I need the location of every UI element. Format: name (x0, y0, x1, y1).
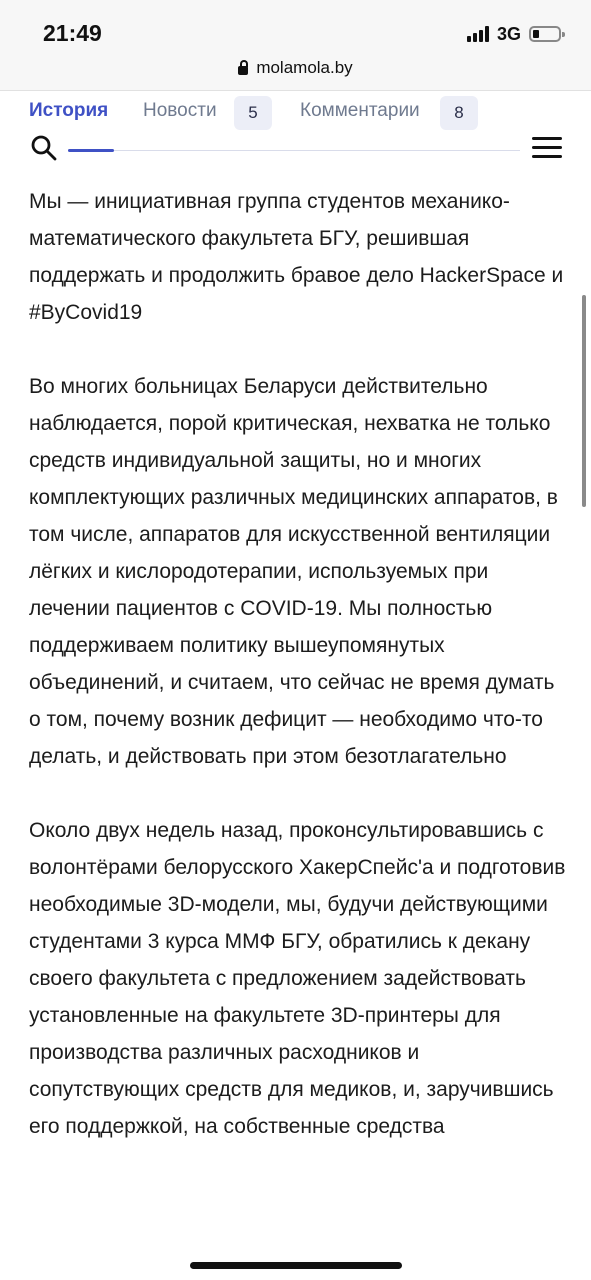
article-paragraph: Во многих больницах Беларуси действительно наблюдается, порой критическая, нехватка не только средств индивидуальной защиты, но и многих комплектующих различных медицинских аппаратов, в том числе, аппаратов для искусственной вентиляции лёгких и кислородотерапии, используемых при лечении пациентов с COVID-19. Мы полностью поддерживаем политику вышеупомянутых объединений, и считаем, что сейчас не время думать о том, почему возник дефицит — необходимо что-то делать, и действовать при этом безотлагательно (29, 375, 558, 768)
hamburger-menu-icon[interactable] (532, 137, 564, 159)
lock-icon (238, 66, 248, 75)
home-indicator[interactable] (190, 1262, 402, 1269)
url-domain: molamola.by (256, 58, 353, 77)
tab-divider (114, 150, 520, 151)
article-paragraph: Около двух недель назад, проконсультировавшись с волонтёрами белорусского ХакерСпейс'а и подготовив необходимые 3D-модели, мы, будучи действующими студентами 3 курса ММФ БГУ, обратились к декану своего факультета с предложением задействовать установленные на факультете 3D-принтеры для производства различных расходников и сопутствующих средств для медиков, и, заручившись его поддержкой, на собственные средства (29, 819, 566, 1138)
scrollbar[interactable] (582, 295, 586, 507)
search-icon[interactable] (30, 134, 58, 162)
tab-news[interactable]: Новости (143, 100, 217, 121)
active-tab-indicator (68, 149, 114, 152)
news-count-badge: 5 (234, 96, 272, 130)
network-type: 3G (497, 24, 522, 44)
comments-count-badge: 8 (440, 96, 478, 130)
section-tabs (0, 92, 591, 134)
article-paragraph: Мы — инициативная группа студентов механико-математического факультета БГУ, решившая поддержать и продолжить бравое дело HackerSpace и #ByCovid19 (29, 190, 564, 324)
status-time: 21:49 (43, 20, 102, 46)
cellular-signal-icon (467, 26, 493, 42)
status-bar (0, 0, 591, 60)
battery-icon (529, 26, 561, 42)
nav-row (0, 134, 591, 168)
article-body (29, 183, 569, 1182)
browser-url-bar[interactable] (0, 60, 591, 91)
tab-comments[interactable]: Комментарии (300, 100, 420, 121)
tab-history[interactable]: История (29, 100, 109, 121)
